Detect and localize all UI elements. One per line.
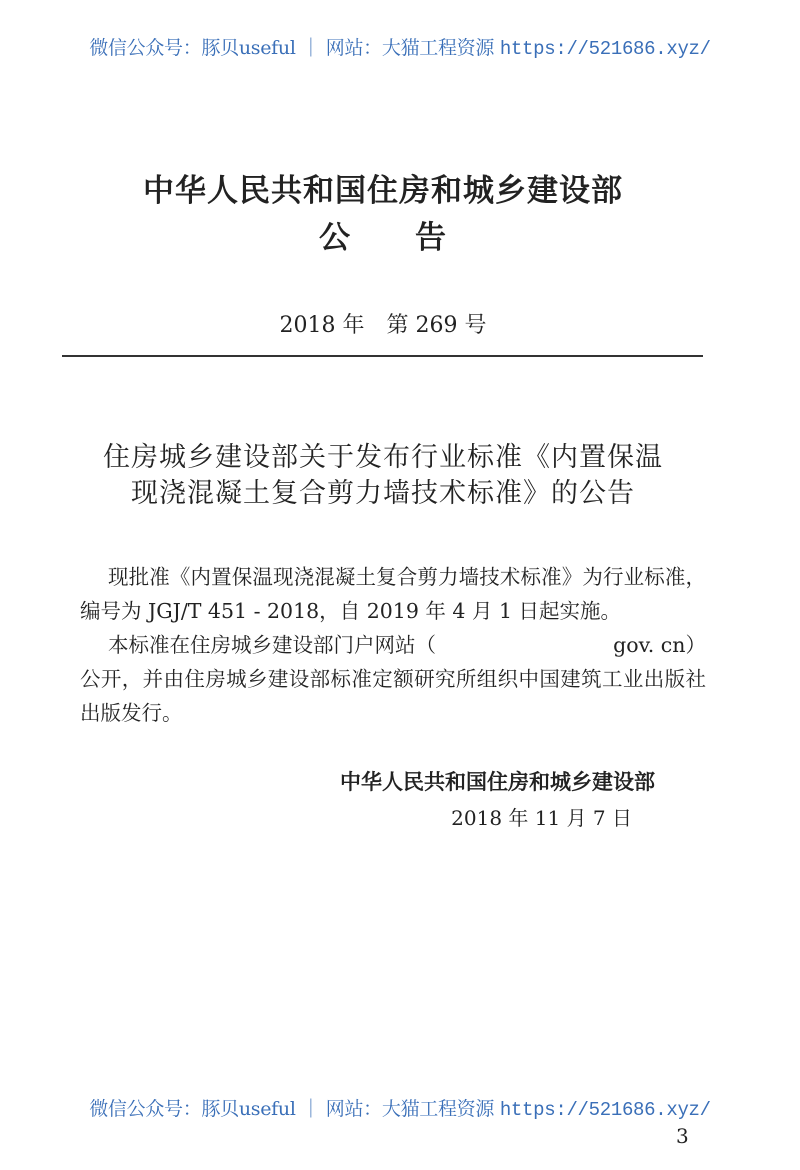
- watermark-url[interactable]: https://521686.xyz/: [499, 38, 711, 60]
- issue-date: 2018 年 11 月 7 日: [451, 806, 632, 830]
- watermark-bottom: [0, 1094, 800, 1121]
- page-number: 3: [676, 1124, 689, 1148]
- paragraph-2-end: 公开，并由住房城乡建设部标准定额研究所组织中国建筑工业出版社出版发行。: [80, 667, 706, 725]
- paragraph-1: 现批准《内置保温现浇混凝土复合剪力墙技术标准》为行业标准，编号为 JGJ/T 451 - 2018，自 2019 年 4 月 1 日起实施。: [80, 565, 706, 623]
- watermark-url[interactable]: https://521686.xyz/: [499, 1099, 711, 1121]
- heading-line-2: 现浇混凝土复合剪力墙技术标准》的公告: [131, 478, 635, 509]
- paragraph-2: [80, 628, 706, 662]
- watermark-text: 微信公众号：豚贝useful ｜ 网站：大猫工程资源: [89, 37, 495, 59]
- divider-rule: [62, 355, 703, 357]
- paragraph-2-start: 本标准在住房城乡建设部门户网站（: [108, 633, 436, 657]
- website-url: gov. cn）: [613, 633, 706, 657]
- notice-body: [80, 560, 706, 730]
- issuer-title: 中华人民共和国住房和城乡建设部: [143, 173, 623, 209]
- document-number: 2018 年 第 269 号: [279, 313, 487, 338]
- signature: 中华人民共和国住房和城乡建设部: [340, 770, 655, 794]
- doc-type-title: 公 告: [319, 220, 447, 256]
- notice-heading: [60, 440, 706, 512]
- heading-line-1: 住房城乡建设部关于发布行业标准《内置保温: [103, 442, 663, 473]
- watermark-text: 微信公众号：豚贝useful ｜ 网站：大猫工程资源: [89, 1098, 495, 1120]
- watermark-top: [0, 33, 800, 60]
